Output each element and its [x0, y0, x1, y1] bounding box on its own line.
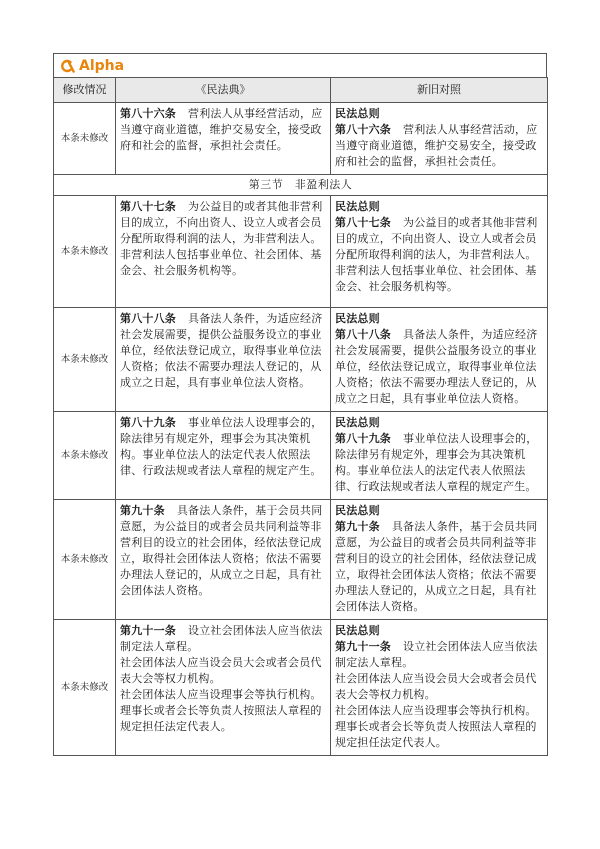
comparison-table	[53, 77, 548, 756]
article-number: 第八十六条	[335, 123, 391, 136]
article-number: 第九十一条	[335, 640, 391, 653]
article-paragraph: 社会团体法人应当设会员大会或者会员代表大会等权力机构。	[120, 656, 322, 685]
table-row	[54, 412, 548, 500]
header-code: 《民法典》	[116, 78, 331, 103]
code-text-cell	[116, 620, 331, 756]
article-paragraph: 事业单位法人设理事会的，除法律另有规定外，理事会为其决策机构。事业单位法人的法定代表人依照法律、行政法规或者法人章程的规定产生。	[120, 416, 323, 477]
status-cell: 本条未修改	[54, 412, 116, 500]
brand-logo	[60, 58, 124, 74]
compare-text-cell	[331, 308, 548, 412]
status-cell: 本条未修改	[54, 103, 116, 175]
article-paragraph: 非营利法人包括事业单位、社会团体、基金会、社会服务机构等。	[120, 248, 322, 277]
article-number: 第八十七条	[335, 216, 391, 229]
article-paragraph: 设立社会团体法人应当依法制定法人章程。	[335, 640, 538, 669]
alpha-logo-icon	[60, 59, 75, 73]
article-number: 第八十九条	[335, 432, 391, 445]
table-row	[54, 620, 548, 756]
table-body	[54, 103, 548, 756]
table-row	[54, 196, 548, 308]
status-cell: 本条未修改	[54, 196, 116, 308]
compare-text-cell	[331, 412, 548, 500]
source-tag: 民法总则	[335, 200, 380, 213]
compare-text-cell	[331, 620, 548, 756]
article-number: 第九十一条	[120, 624, 176, 637]
status-cell: 本条未修改	[54, 308, 116, 412]
article-paragraph: 具备法人条件，为适应经济社会发展需要，提供公益服务设立的事业单位，经依法登记成立，取得事业单位法人资格；依法不需要办理法人登记的，从成立之日起，具有事业单位法人资格。	[335, 328, 538, 405]
table-row	[54, 103, 548, 175]
article-paragraph: 具备法人条件，基于会员共同意愿，为公益目的或者会员共同利益等非营利目的设立的社会团体，经依法登记成立，取得社会团体法人资格；依法不需要办理法人登记的，从成立之日起，具有社会团体法人资格。	[120, 504, 323, 597]
header-status: 修改情况	[54, 78, 116, 103]
article-number: 第九十条	[335, 520, 380, 533]
article-number: 第八十七条	[120, 200, 176, 213]
status-cell: 本条未修改	[54, 620, 116, 756]
section-title: 第三节 非盈利法人	[54, 175, 548, 196]
article-paragraph: 营利法人从事经营活动，应当遵守商业道德，维护交易安全，接受政府和社会的监督，承担社会责任。	[335, 123, 538, 168]
compare-text-cell	[331, 196, 548, 308]
compare-text-cell	[331, 103, 548, 175]
article-paragraph: 为公益目的或者其他非营利目的成立，不向出资人、设立人或者会员分配所取得利润的法人，为非营利法人。	[335, 216, 538, 261]
compare-text-cell	[331, 500, 548, 620]
code-text-cell	[116, 412, 331, 500]
article-number: 第八十八条	[120, 312, 176, 325]
article-paragraph: 营利法人从事经营活动，应当遵守商业道德，维护交易安全，接受政府和社会的监督，承担社会责任。	[120, 107, 323, 152]
article-paragraph: 为公益目的或者其他非营利目的成立，不向出资人、设立人或者会员分配所取得利润的法人，为非营利法人。	[120, 200, 323, 245]
article-paragraph: 事业单位法人设理事会的，除法律另有规定外，理事会为其决策机构。事业单位法人的法定代表人依照法律、行政法规或者法人章程的规定产生。	[335, 432, 538, 493]
table-row	[54, 500, 548, 620]
brand-name: Alpha	[79, 57, 125, 74]
article-paragraph: 社会团体法人应当设会员大会或者会员代表大会等权力机构。	[335, 672, 537, 701]
article-paragraph: 具备法人条件，基于会员共同意愿，为公益目的或者会员共同利益等非营利目的设立的社会团体，经依法登记成立，取得社会团体法人资格；依法不需要办理法人登记的，从成立之日起，具有社会团体法人资格。	[335, 520, 538, 613]
article-paragraph: 社会团体法人应当设理事会等执行机构。	[335, 704, 537, 717]
document-page	[53, 53, 547, 756]
article-number: 第九十条	[120, 504, 165, 517]
article-number: 第八十八条	[335, 328, 391, 341]
table-row	[54, 308, 548, 412]
article-number: 第八十九条	[120, 416, 176, 429]
code-text-cell	[116, 196, 331, 308]
article-paragraph: 非营利法人包括事业单位、社会团体、基金会、社会服务机构等。	[335, 264, 537, 293]
status-cell: 本条未修改	[54, 500, 116, 620]
source-tag: 民法总则	[335, 504, 380, 517]
source-tag: 民法总则	[335, 624, 380, 637]
code-text-cell	[116, 500, 331, 620]
article-number: 第八十六条	[120, 107, 176, 120]
article-paragraph: 社会团体法人应当设理事会等执行机构。理事长或者会长等负责人按照法人章程的规定担任法定代表人。	[120, 688, 322, 733]
article-paragraph: 设立社会团体法人应当依法制定法人章程。	[120, 624, 323, 653]
brand-bar	[53, 53, 547, 77]
source-tag: 民法总则	[335, 107, 380, 120]
code-text-cell	[116, 103, 331, 175]
header-compare: 新旧对照	[331, 78, 548, 103]
header-row	[54, 78, 548, 103]
source-tag: 民法总则	[335, 416, 380, 429]
source-tag: 民法总则	[335, 312, 380, 325]
section-row	[54, 175, 548, 196]
article-paragraph: 具备法人条件，为适应经济社会发展需要，提供公益服务设立的事业单位，经依法登记成立，取得事业单位法人资格；依法不需要办理法人登记的，从成立之日起，具有事业单位法人资格。	[120, 312, 323, 389]
article-paragraph: 理事长或者会长等负责人按照法人章程的规定担任法定代表人。	[335, 720, 537, 749]
code-text-cell	[116, 308, 331, 412]
